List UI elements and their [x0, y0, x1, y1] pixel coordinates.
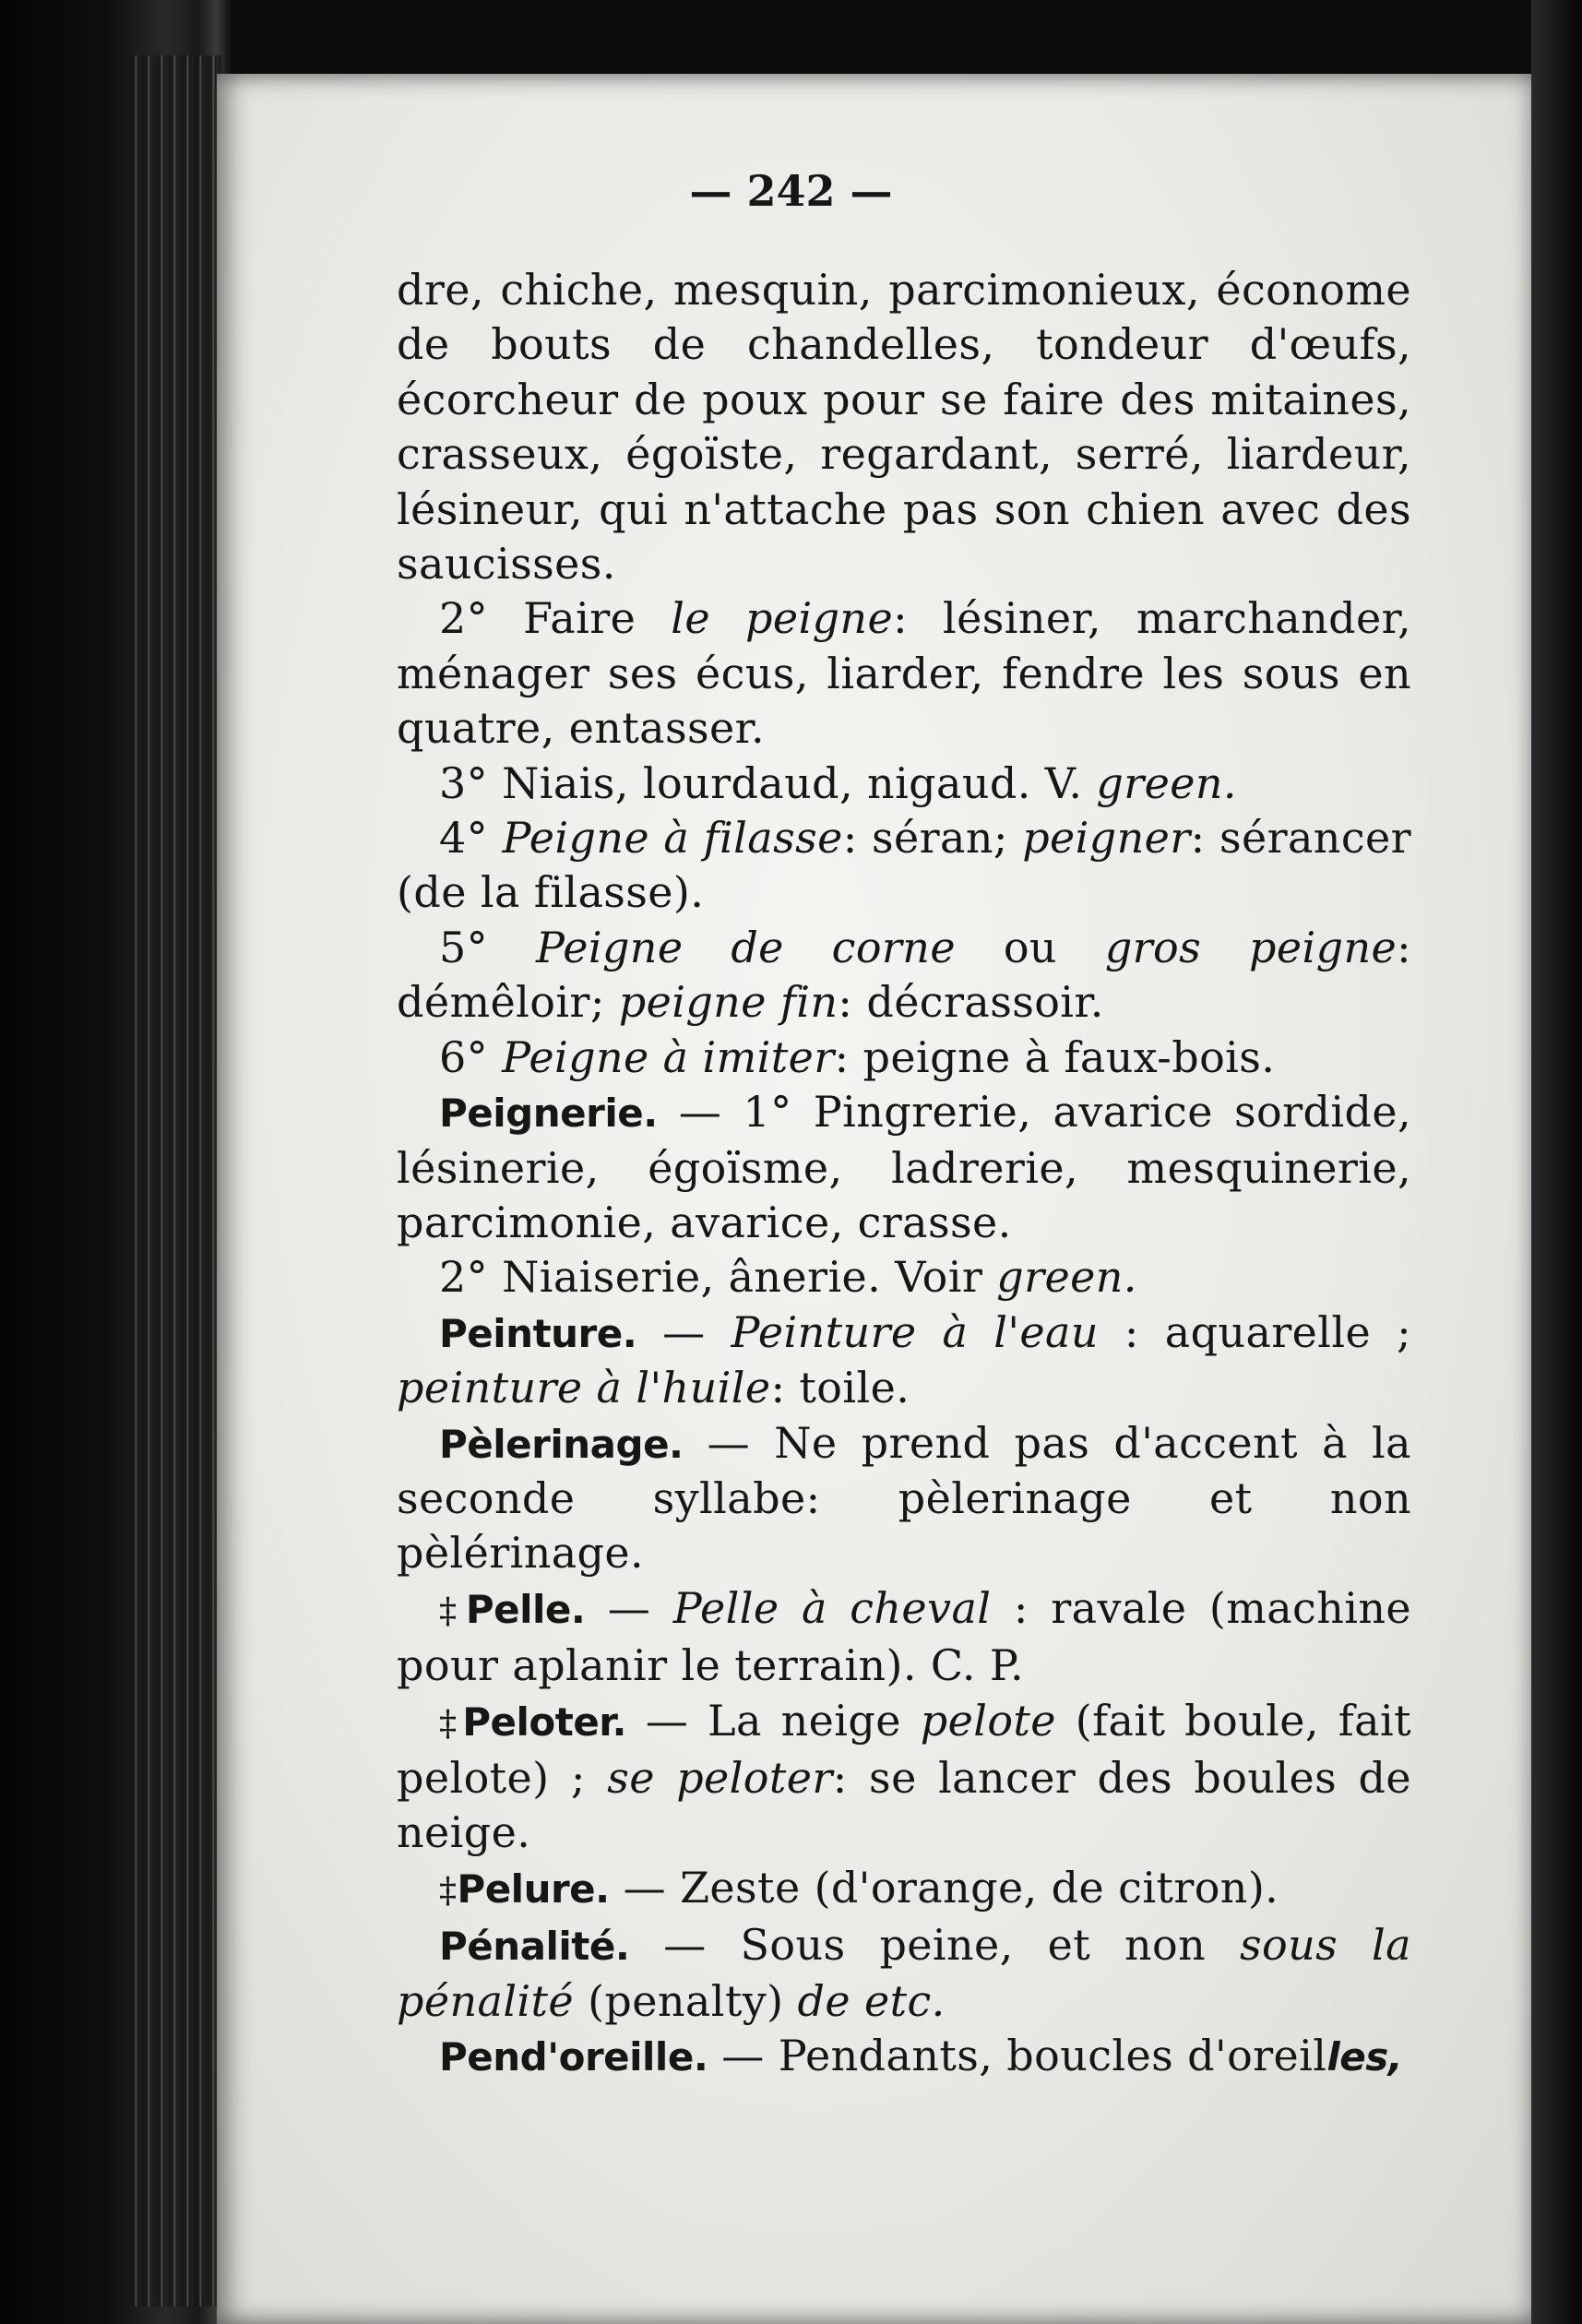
dictionary-text-body [397, 263, 1411, 2084]
text-run: (penalty) [574, 1975, 798, 2026]
dagger-mark: ‡ [439, 1590, 466, 1631]
page-edges-stack [129, 55, 221, 2306]
paragraph-p7 [397, 1085, 1411, 1250]
headword: Pelure. [457, 1865, 610, 1912]
paragraph-p8 [397, 1250, 1411, 1305]
text-run: : séran; [842, 813, 1023, 864]
italic-term: se peloter [607, 1752, 833, 1803]
text-run: 2° Faire [439, 593, 672, 644]
paragraph-p11 [397, 1581, 1411, 1694]
italic-term: peigne fin [618, 977, 839, 1028]
headword: Peinture. [439, 1310, 637, 1356]
text-run: 6° [439, 1031, 503, 1082]
text-run: : aquarelle ; [1098, 1306, 1412, 1357]
text-run: : ravale (machine pour aplanir le terrain). C. P. [397, 1582, 1412, 1691]
italic-term: peigner [1022, 813, 1191, 864]
italic-term: de etc. [797, 1975, 946, 2026]
text-run: : toile. [770, 1363, 910, 1413]
paragraph-p9 [397, 1305, 1411, 1416]
text-run: 2° Niaiserie, ânerie. Voir [439, 1252, 997, 1303]
text-run: : démêloir; [397, 922, 1411, 1028]
text-run: 4° [439, 813, 503, 864]
paragraph-p14 [397, 1918, 1411, 2029]
paragraph-p3 [397, 757, 1411, 811]
italic-term: le peigne [671, 593, 894, 644]
text-run: 3° Niais, lourdaud, nigaud. V. [439, 757, 1097, 808]
headword: Pèlerinage. [439, 1421, 684, 1467]
dagger-mark: ‡ [439, 1869, 458, 1911]
italic-term: sous la pénalité [397, 1920, 1411, 2026]
text-run: — Pendants, boucles d'oreil [708, 2031, 1327, 2080]
text-run: : se lancer des boules de neige. [397, 1752, 1411, 1858]
italic-term: peinture à l'huile [397, 1363, 771, 1413]
italic-term: pelote [920, 1695, 1056, 1746]
italic-term: Peinture à l'eau [731, 1306, 1099, 1357]
paragraph-p4 [397, 811, 1411, 921]
text-run: : peigne à faux-bois. [834, 1031, 1276, 1082]
text-run: ou [955, 922, 1105, 972]
headword: les, [1326, 2034, 1403, 2080]
text-run: — Ne prend pas d'accent à la seconde syllabe: pèlerinage et non pèlérinage. [397, 1417, 1411, 1579]
headword: Pénalité. [439, 1924, 630, 1970]
paragraph-p5 [397, 921, 1411, 1031]
paragraph-p6 [397, 1031, 1411, 1085]
italic-term: Pelle à cheval [672, 1582, 992, 1633]
italic-term: green. [996, 1252, 1137, 1303]
dagger-mark: ‡ [439, 1702, 463, 1744]
text-run: 5° [439, 922, 536, 972]
text-run: dre, chiche, mesquin, parcimonieux, économe de bouts de chandelles, tondeur d'œufs, écorcheur de poux pour se faire des mitaines, crasseux, égoïste, regardant, serré, liardeur, lésineur, qui n'attache pas son chien avec des saucisses. [397, 265, 1411, 590]
text-run: : lésiner, marchander, ménager ses écus, liarder, fendre les sous en quatre, entasser. [397, 593, 1411, 754]
text-run: — [585, 1582, 673, 1633]
headword: Pend'oreille. [439, 2034, 708, 2080]
paragraph-p10 [397, 1416, 1411, 1581]
scan-border-right [1531, 0, 1582, 2324]
headword: Peloter. [462, 1698, 626, 1745]
italic-term: green. [1096, 757, 1237, 808]
paragraph-p2 [397, 591, 1411, 756]
text-run: — 1° Pingrerie, avarice sordide, lésinerie, égoïsme, ladrerie, mesquinerie, parcimonie, avarice, crasse. [397, 1087, 1411, 1247]
italic-term: Peigne à filasse [502, 813, 843, 864]
headword: Pelle. [465, 1586, 586, 1632]
paragraph-p12 [397, 1694, 1411, 1861]
text-run: (fait boule, fait pelote) ; [397, 1695, 1411, 1803]
text-run: — Zeste (d'orange, de citron). [609, 1862, 1279, 1913]
paragraph-p15 [397, 2029, 1411, 2084]
text-run: — La neige [625, 1695, 921, 1746]
page-number: — 242 — [689, 166, 893, 216]
italic-term: Peigne à imiter [502, 1031, 835, 1082]
headword: Peignerie. [439, 1090, 658, 1137]
paragraph-p13 [397, 1861, 1411, 1918]
text-run: — [636, 1306, 732, 1357]
italic-term: Peigne de corne [535, 922, 956, 972]
italic-term: gros peigne [1104, 922, 1398, 972]
text-run: : sérancer (de la filasse). [397, 813, 1411, 918]
paragraph-p1 [397, 263, 1411, 591]
text-run: : décrassoir. [838, 977, 1104, 1028]
text-run: — Sous peine, et non [629, 1920, 1241, 1971]
